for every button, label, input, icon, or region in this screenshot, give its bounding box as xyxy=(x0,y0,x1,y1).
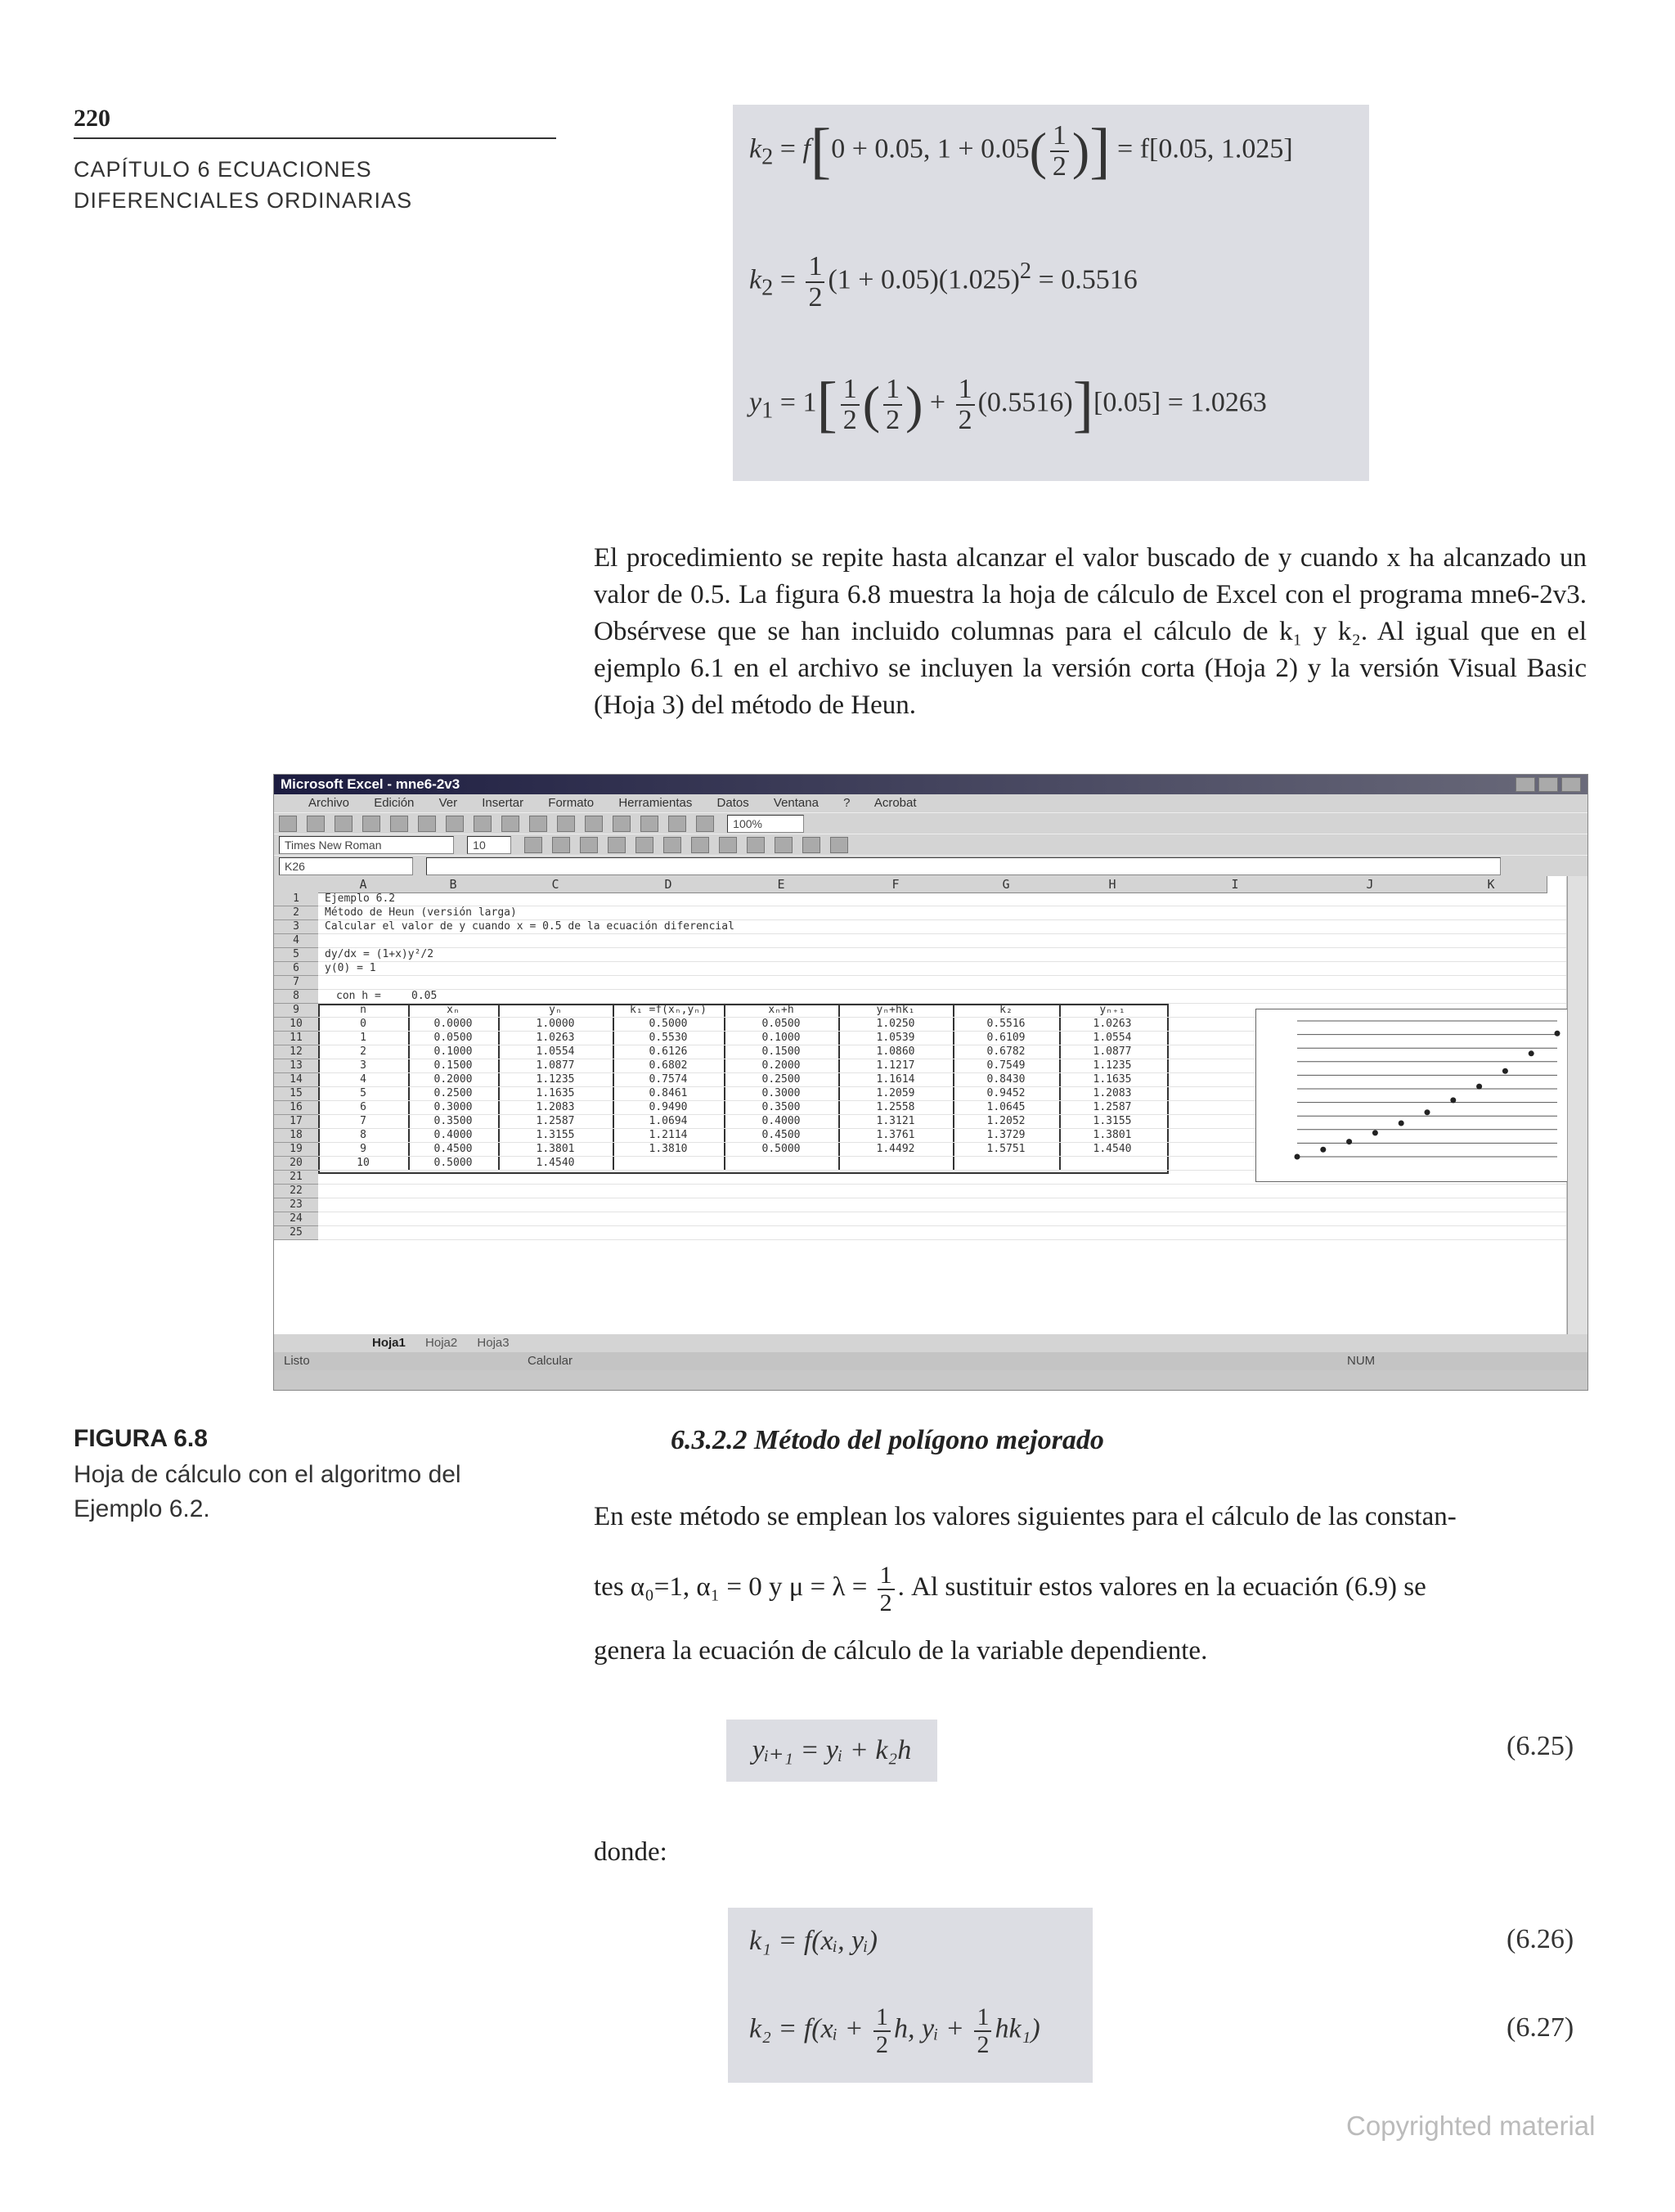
print-icon[interactable] xyxy=(362,816,380,832)
column-header-b[interactable]: B xyxy=(408,876,499,893)
table-cell[interactable]: 1.2558 xyxy=(876,1101,915,1113)
vertical-scrollbar[interactable] xyxy=(1567,876,1587,1334)
table-cell[interactable]: 0.0500 xyxy=(761,1018,801,1030)
menu-ventana[interactable]: Ventana xyxy=(773,796,819,810)
table-cell[interactable]: 1.0860 xyxy=(876,1045,915,1058)
equation-6-27-number: (6.27) xyxy=(1507,2012,1574,2043)
tab-hoja2[interactable]: Hoja2 xyxy=(425,1336,458,1350)
row-header-16[interactable]: 16 xyxy=(274,1101,318,1115)
table-cell[interactable]: 0.8461 xyxy=(649,1087,688,1099)
table-cell[interactable]: 7 xyxy=(360,1115,366,1127)
column-header-h[interactable]: H xyxy=(1059,876,1166,893)
grid-row-line xyxy=(318,975,1566,976)
chart-point xyxy=(1476,1084,1482,1090)
equation-6-25: yᵢ₊₁ = yᵢ + k₂h xyxy=(726,1720,937,1782)
table-cell[interactable]: 0.6126 xyxy=(649,1045,688,1058)
column-header-d[interactable]: D xyxy=(613,876,725,893)
table-cell[interactable]: 1.0539 xyxy=(876,1032,915,1044)
figure-caption xyxy=(74,1458,461,1526)
chart-point xyxy=(1450,1097,1456,1103)
column-header-i[interactable]: I xyxy=(1165,876,1305,893)
row-header-2[interactable]: 2 xyxy=(274,906,318,920)
table-cell[interactable]: 0.9452 xyxy=(986,1087,1026,1099)
table-cell[interactable]: 0.6109 xyxy=(986,1032,1026,1044)
figure-caption-line-2: Ejemplo 6.2. xyxy=(74,1495,210,1522)
row-header-14[interactable]: 14 xyxy=(274,1073,318,1087)
cell-a8: con h = xyxy=(336,990,381,1002)
table-header-cell: k₂ xyxy=(999,1004,1013,1016)
table-cell[interactable]: 1.3810 xyxy=(649,1143,688,1155)
chart-point xyxy=(1529,1050,1534,1056)
table-cell[interactable]: 0.4500 xyxy=(433,1143,473,1155)
table-cell[interactable]: 0.5530 xyxy=(649,1032,688,1044)
row-header-12[interactable]: 12 xyxy=(274,1045,318,1059)
row-header-17[interactable]: 17 xyxy=(274,1115,318,1129)
table-cell[interactable]: 1.0877 xyxy=(536,1059,575,1072)
select-all-corner[interactable] xyxy=(274,876,319,893)
row-header-4[interactable]: 4 xyxy=(274,934,318,948)
row-header-19[interactable]: 19 xyxy=(274,1143,318,1157)
row-header-7[interactable]: 7 xyxy=(274,976,318,990)
cell-a3: Calcular el valor de y cuando x = 0.5 de la ecuación diferencial xyxy=(325,920,734,933)
chart-point xyxy=(1555,1031,1560,1036)
merge-icon[interactable] xyxy=(691,837,709,853)
equation-6-26-number: (6.26) xyxy=(1507,1924,1574,1954)
figure-label: FIGURA 6.8 xyxy=(74,1425,208,1452)
excel-window xyxy=(273,774,1588,1391)
formula-box-bottom xyxy=(728,1908,1093,2083)
chart-point xyxy=(1372,1130,1378,1135)
table-cell[interactable]: 1.1635 xyxy=(536,1087,575,1099)
page-number: 220 xyxy=(74,105,110,132)
cell-a5: dy/dx = (1+x)y²/2 xyxy=(325,948,434,960)
table-cell[interactable]: 1.2083 xyxy=(1093,1087,1132,1099)
table-cell[interactable]: 6 xyxy=(360,1101,366,1113)
table-cell[interactable]: 1.3729 xyxy=(986,1129,1026,1141)
table-cell[interactable]: 1.2059 xyxy=(876,1087,915,1099)
eq627-mid: h, yᵢ + xyxy=(894,2013,964,2044)
cut-icon[interactable] xyxy=(446,816,464,832)
table-cell[interactable]: 0.2500 xyxy=(761,1073,801,1086)
column-header-a[interactable]: A xyxy=(318,876,409,893)
copy-icon[interactable] xyxy=(474,816,492,832)
table-cell[interactable]: 1.0877 xyxy=(1093,1045,1132,1058)
table-cell[interactable]: 0.8430 xyxy=(986,1073,1026,1086)
table-header-cell: yₙ₊₁ xyxy=(1099,1004,1125,1016)
format-toolbar xyxy=(274,834,1587,856)
worksheet-grid[interactable] xyxy=(274,876,1566,1334)
sort-desc-icon[interactable] xyxy=(668,816,686,832)
font-name-select[interactable]: Times New Roman xyxy=(279,836,454,854)
excel-title: Microsoft Excel - mne6-2v3 xyxy=(281,776,460,792)
table-cell[interactable]: 1.0645 xyxy=(986,1101,1026,1113)
chart-point xyxy=(1502,1068,1508,1074)
column-header-c[interactable]: C xyxy=(498,876,613,893)
row-header-5[interactable]: 5 xyxy=(274,948,318,962)
align-center-icon[interactable] xyxy=(635,837,653,853)
formula-k2-a: $k_2 = f[0 + 0.05$, 1 + 0.05( $\frac{1}{2}$ )] = f[0.05, 1.025] xyxy=(749,116,1293,186)
name-box[interactable]: K26 xyxy=(279,857,413,875)
italic-icon[interactable] xyxy=(552,837,570,853)
table-header-cell: yₙ+hk₁ xyxy=(876,1004,915,1016)
row-header-3[interactable]: 3 xyxy=(274,920,318,934)
status-calc: Calcular xyxy=(528,1354,573,1368)
formula-bar xyxy=(274,855,1587,877)
k2-a-rhs: = f[0.05, 1.025] xyxy=(1117,133,1293,164)
cell-a6: y(0) = 1 xyxy=(325,962,376,974)
row-header-24[interactable]: 24 xyxy=(274,1212,318,1226)
table-cell[interactable]: 1.0554 xyxy=(1093,1032,1132,1044)
table-cell[interactable]: 1.2083 xyxy=(536,1101,575,1113)
status-num: NUM xyxy=(1347,1354,1376,1368)
table-cell[interactable]: 0.0500 xyxy=(433,1032,473,1044)
grid-row-line xyxy=(318,1003,1566,1004)
tab-hoja3[interactable]: Hoja3 xyxy=(477,1336,510,1350)
table-cell[interactable]: 1.3121 xyxy=(876,1115,915,1127)
new-icon[interactable] xyxy=(279,816,297,832)
grid-row-line xyxy=(318,1225,1566,1226)
function-icon[interactable] xyxy=(613,816,631,832)
sheet-tabs xyxy=(274,1334,1587,1352)
menu-formato[interactable]: Formato xyxy=(548,796,595,810)
column-header-k[interactable]: K xyxy=(1435,876,1547,893)
k2-b-expr: (1 + 0.05)(1.025) xyxy=(828,264,1020,295)
row-header-11[interactable]: 11 xyxy=(274,1032,318,1045)
table-header-cell: n xyxy=(360,1004,366,1016)
formula-box-top xyxy=(733,105,1369,481)
align-left-icon[interactable] xyxy=(608,837,626,853)
row-header-8[interactable]: 8 xyxy=(274,990,318,1004)
font-size-select[interactable]: 10 xyxy=(467,836,511,854)
table-cell[interactable]: 0.0000 xyxy=(433,1018,473,1030)
open-icon[interactable] xyxy=(307,816,325,832)
table-cell[interactable]: 1.2052 xyxy=(986,1115,1026,1127)
cell-a2: Método de Heun (versión larga) xyxy=(325,906,517,919)
table-header-cell: xₙ+h xyxy=(768,1004,794,1016)
table-cell[interactable]: 0.4000 xyxy=(433,1129,473,1141)
preview-icon[interactable] xyxy=(390,816,408,832)
menu-archivo[interactable]: Archivo xyxy=(308,796,350,810)
table-cell[interactable]: 0.3000 xyxy=(761,1087,801,1099)
maximize-button[interactable] xyxy=(1538,777,1558,792)
chart-point xyxy=(1295,1154,1300,1160)
row-header-25[interactable]: 25 xyxy=(274,1226,318,1240)
table-cell[interactable]: 0.1500 xyxy=(433,1059,473,1072)
formula-k2-b: $k_2$ = $\frac{1}{2}$ $(1 + 0.05)(1.025)^2 = 0.5516$ xyxy=(749,251,1138,312)
k2-b-result: = 0.5516 xyxy=(1038,264,1138,295)
column-header-f[interactable]: F xyxy=(838,876,954,893)
font-color-icon[interactable] xyxy=(830,837,848,853)
column-header-j[interactable]: J xyxy=(1305,876,1436,893)
chart-point xyxy=(1425,1109,1430,1115)
table-header-cell: k₁ =f(xₙ,yₙ) xyxy=(630,1004,707,1016)
grid-row-line xyxy=(318,919,1566,920)
table-cell[interactable]: 1.1614 xyxy=(876,1073,915,1086)
row-header-18[interactable]: 18 xyxy=(274,1129,318,1143)
table-cell[interactable]: 0.2000 xyxy=(761,1059,801,1072)
chapter-title xyxy=(74,154,412,216)
table-cell[interactable]: 0.1000 xyxy=(761,1032,801,1044)
row-header-20[interactable]: 20 xyxy=(274,1157,318,1171)
chart-point xyxy=(1399,1120,1404,1126)
table-cell[interactable]: 10 xyxy=(357,1157,370,1169)
row-header-9[interactable]: 9 xyxy=(274,1004,318,1018)
close-button[interactable] xyxy=(1561,777,1581,792)
table-cell[interactable]: 0.4500 xyxy=(761,1129,801,1141)
donde-label: donde: xyxy=(594,1837,667,1867)
menu-datos[interactable]: Datos xyxy=(716,796,749,810)
chapter-line-1: CAPÍTULO 6 ECUACIONES xyxy=(74,157,372,182)
table-cell[interactable]: 0.5000 xyxy=(761,1143,801,1155)
undo-icon[interactable] xyxy=(529,816,547,832)
table-cell[interactable]: 0.5516 xyxy=(986,1018,1026,1030)
status-ready: Listo xyxy=(284,1354,310,1368)
table-cell[interactable]: 0.5000 xyxy=(649,1018,688,1030)
table-cell[interactable]: 1.2587 xyxy=(1093,1101,1132,1113)
paste-icon[interactable] xyxy=(501,816,519,832)
formula-y1: $y_1 = 1$[ $\frac{1}{2}$ ( $\frac{1}{2}$ ) + $\frac{1}{2}$ (0.5516)][0.05] = 1.0263 xyxy=(749,370,1267,439)
table-cell[interactable]: 1.0263 xyxy=(1093,1018,1132,1030)
paragraph-2a: En este método se emplean los valores siguientes para el cálculo de las constan- xyxy=(594,1502,1457,1531)
standard-toolbar xyxy=(274,812,1587,834)
k2-a-args: 0 + 0.05, 1 + 0.05 xyxy=(831,133,1030,164)
align-right-icon[interactable] xyxy=(663,837,681,853)
percent-icon[interactable] xyxy=(747,837,765,853)
table-cell[interactable]: 0 xyxy=(360,1018,366,1030)
formula-input[interactable] xyxy=(426,857,1501,875)
table-cell[interactable]: 5 xyxy=(360,1087,366,1099)
eq627-pre: k₂ = f(xᵢ + xyxy=(749,2013,864,2044)
table-cell[interactable]: 1.1235 xyxy=(1093,1059,1132,1072)
status-bar xyxy=(274,1352,1587,1370)
equation-6-26: k₁ = f(xᵢ, yᵢ) xyxy=(749,1926,878,1956)
figure-caption-line-1: Hoja de cálculo con el algoritmo del xyxy=(74,1461,461,1488)
grid-row-line xyxy=(318,961,1566,962)
redo-icon[interactable] xyxy=(557,816,575,832)
cell-a1: Ejemplo 6.2 xyxy=(325,892,396,905)
table-cell[interactable]: 0.1000 xyxy=(433,1045,473,1058)
row-header-15[interactable]: 15 xyxy=(274,1087,318,1101)
grid-row-line xyxy=(318,947,1566,948)
borders-icon[interactable] xyxy=(775,837,793,853)
table-cell[interactable]: 1.3801 xyxy=(1093,1129,1132,1141)
table-cell[interactable]: 1.3155 xyxy=(1093,1115,1132,1127)
table-cell[interactable]: 1.0250 xyxy=(876,1018,915,1030)
y1-expr: (0.5516) xyxy=(977,387,1073,418)
table-header-cell: yₙ xyxy=(549,1004,562,1016)
section-title: 6.3.2.2 Método del polígono mejorado xyxy=(671,1425,1104,1455)
table-cell[interactable]: 9 xyxy=(360,1143,366,1155)
sort-asc-icon[interactable] xyxy=(640,816,658,832)
table-cell[interactable]: 1 xyxy=(360,1032,366,1044)
menu-help[interactable]: ? xyxy=(843,796,851,810)
chart-point xyxy=(1346,1139,1352,1144)
table-cell[interactable]: 1.2114 xyxy=(649,1129,688,1141)
row-header-6[interactable]: 6 xyxy=(274,962,318,976)
window-controls xyxy=(1514,776,1583,796)
grid-row-line xyxy=(318,933,1566,934)
tab-hoja1[interactable]: Hoja1 xyxy=(372,1336,406,1350)
table-cell[interactable]: 1.0554 xyxy=(536,1045,575,1058)
menu-acrobat[interactable]: Acrobat xyxy=(873,796,917,810)
table-cell[interactable]: 0.7574 xyxy=(649,1073,688,1086)
menu-insertar[interactable]: Insertar xyxy=(482,796,524,810)
table-cell[interactable]: 1.5751 xyxy=(986,1143,1026,1155)
paragraph-2c: genera la ecuación de cálculo de la variable dependiente. xyxy=(594,1636,1208,1666)
table-cell[interactable]: 0.4000 xyxy=(761,1115,801,1127)
menu-herramientas[interactable]: Herramientas xyxy=(618,796,693,810)
table-cell[interactable]: 1.0263 xyxy=(536,1032,575,1044)
header-rule xyxy=(74,137,556,139)
table-cell[interactable]: 0.2500 xyxy=(433,1087,473,1099)
menu-ver[interactable]: Ver xyxy=(438,796,458,810)
column-header-g[interactable]: G xyxy=(953,876,1060,893)
table-cell[interactable]: 4 xyxy=(360,1073,366,1086)
underline-icon[interactable] xyxy=(580,837,598,853)
table-cell[interactable]: 0.3500 xyxy=(433,1115,473,1127)
table-cell[interactable]: 1.0000 xyxy=(536,1018,575,1030)
menu-bar xyxy=(274,794,1587,812)
row-header-13[interactable]: 13 xyxy=(274,1059,318,1073)
y1-rhs: [0.05] = 1.0263 xyxy=(1093,387,1267,418)
table-cell[interactable]: 1.4492 xyxy=(876,1143,915,1155)
grid-row-line xyxy=(318,1239,1566,1240)
paragraph-2b-post: . Al sustituir estos valores en la ecuación (6.9) se xyxy=(897,1572,1426,1603)
spell-icon[interactable] xyxy=(418,816,436,832)
cell-b8: 0.05 xyxy=(411,990,438,1002)
column-header-e[interactable]: E xyxy=(724,876,839,893)
chapter-line-2: DIFERENCIALES ORDINARIAS xyxy=(74,188,413,213)
bold-icon[interactable] xyxy=(524,837,542,853)
table-cell[interactable]: 0.1500 xyxy=(761,1045,801,1058)
paragraph-1: El procedimiento se repite hasta alcanzar el valor buscado de y cuando x ha alcanzado un valor de 0.5. La figura 6.8 muestra la hoja de cálculo de Excel con el programa mne6-2v3. Obsérvese que se han incluido columnas para el cálculo de k₁ y k₂. Al igual que en el ejemplo 6.1 en el archivo se incluyen la versión corta (Hoja 2) y la versión Visual Basic (Hoja 3) del método de Heun. xyxy=(594,543,1587,720)
table-cell[interactable]: 1.1217 xyxy=(876,1059,915,1072)
table-cell[interactable]: 0.6802 xyxy=(649,1059,688,1072)
minimize-button[interactable] xyxy=(1516,777,1535,792)
table-cell[interactable]: 1.2587 xyxy=(536,1115,575,1127)
table-cell[interactable]: 1.1235 xyxy=(536,1073,575,1086)
table-cell[interactable]: 0.3000 xyxy=(433,1101,473,1113)
excel-title-bar xyxy=(274,775,1587,794)
copyright-notice: Copyrighted material xyxy=(1346,2111,1596,2141)
table-header-cell: xₙ xyxy=(447,1004,460,1016)
sum-icon[interactable] xyxy=(585,816,603,832)
menu-edicion[interactable]: Edición xyxy=(374,796,415,810)
fill-color-icon[interactable] xyxy=(802,837,820,853)
row-header-22[interactable]: 22 xyxy=(274,1185,318,1198)
paragraph-2b: tes α₀=1, α₁ = 0 y μ = λ = $\frac{1}{2}$ . Al sustituir estos valores en la ecuación (6.9) se xyxy=(594,1562,1426,1616)
table-cell[interactable]: 2 xyxy=(360,1045,366,1058)
chart-point xyxy=(1320,1147,1326,1153)
currency-icon[interactable] xyxy=(719,837,737,853)
chart-icon[interactable] xyxy=(696,816,714,832)
row-header-23[interactable]: 23 xyxy=(274,1198,318,1212)
equation-6-25-number: (6.25) xyxy=(1507,1731,1574,1761)
row-header-10[interactable]: 10 xyxy=(274,1018,318,1032)
table-cell[interactable]: 1.4540 xyxy=(1093,1143,1132,1155)
table-cell[interactable]: 0.7549 xyxy=(986,1059,1026,1072)
table-cell[interactable]: 0.2000 xyxy=(433,1073,473,1086)
paragraph-2b-pre: tes α₀=1, α₁ = 0 y μ = λ = xyxy=(594,1572,868,1603)
table-cell[interactable]: 1.3801 xyxy=(536,1143,575,1155)
zoom-select[interactable]: 100% xyxy=(727,815,804,833)
table-cell[interactable]: 0.3500 xyxy=(761,1101,801,1113)
equation-6-27: k₂ = f(xᵢ + $\frac{1}{2}$ h, yᵢ + $\frac{1}{2}$ hk₁) xyxy=(749,2003,1040,2058)
grid-row-line xyxy=(318,989,1566,990)
save-icon[interactable] xyxy=(335,816,353,832)
embedded-chart[interactable] xyxy=(1255,1009,1568,1182)
table-cell[interactable]: 3 xyxy=(360,1059,366,1072)
table-cell[interactable]: 0.5000 xyxy=(433,1157,473,1169)
table-cell[interactable]: 8 xyxy=(360,1129,366,1141)
table-cell[interactable]: 1.0694 xyxy=(649,1115,688,1127)
row-header-1[interactable]: 1 xyxy=(274,892,318,906)
table-cell[interactable]: 0.9490 xyxy=(649,1101,688,1113)
grid-row-line xyxy=(318,1184,1566,1185)
eq627-post: hk₁) xyxy=(995,2013,1040,2044)
row-header-21[interactable]: 21 xyxy=(274,1171,318,1185)
table-cell[interactable]: 1.3155 xyxy=(536,1129,575,1141)
table-cell[interactable]: 1.3761 xyxy=(876,1129,915,1141)
table-cell[interactable]: 0.6782 xyxy=(986,1045,1026,1058)
table-cell[interactable]: 1.4540 xyxy=(536,1157,575,1169)
table-cell[interactable]: 1.1635 xyxy=(1093,1073,1132,1086)
